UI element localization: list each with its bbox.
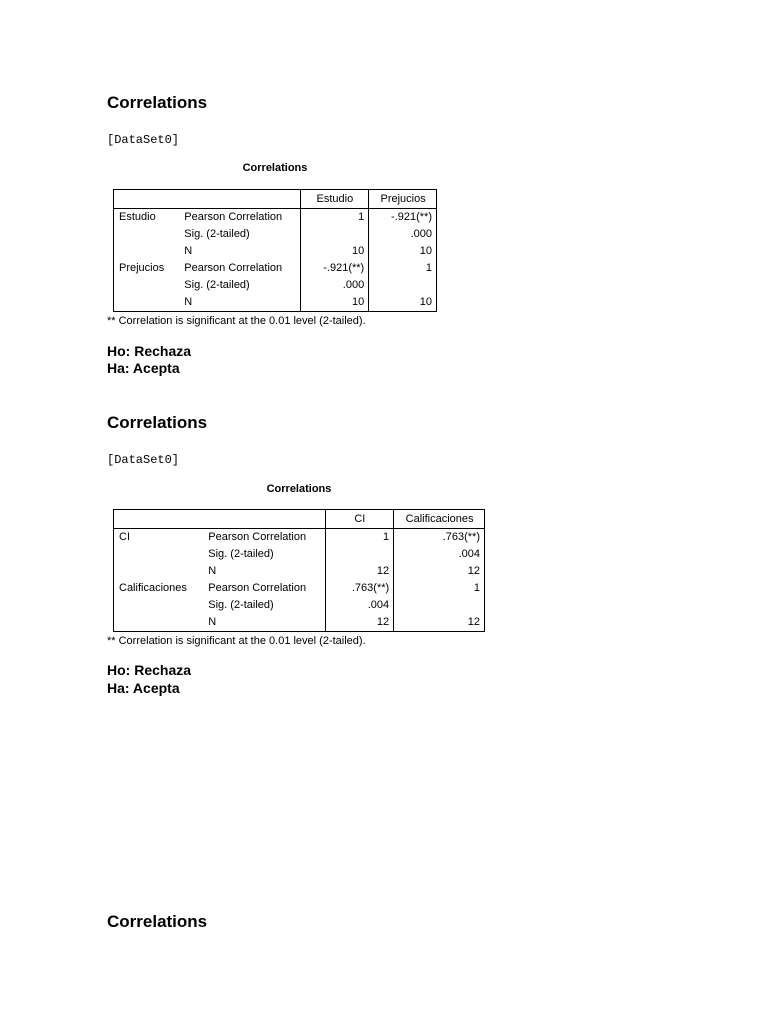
table-row [114, 546, 485, 563]
value-cell: .763(**) [325, 580, 394, 597]
value-cell [369, 277, 437, 294]
value-cell: 12 [325, 563, 394, 580]
row-statistic: Sig. (2-tailed) [203, 597, 325, 614]
row-variable: Calificaciones [114, 580, 204, 597]
row-variable [114, 546, 204, 563]
row-statistic: Sig. (2-tailed) [203, 546, 325, 563]
row-variable: Estudio [114, 209, 180, 227]
value-cell: .763(**) [394, 529, 485, 547]
row-variable [114, 226, 180, 243]
value-cell: 1 [300, 209, 369, 227]
row-statistic: Sig. (2-tailed) [179, 277, 300, 294]
column-header: Estudio [300, 190, 369, 209]
column-header: Calificaciones [394, 510, 485, 529]
table-row [114, 529, 485, 547]
value-cell: -.921(**) [369, 209, 437, 227]
row-statistic: Pearson Correlation [203, 580, 325, 597]
header-corner-cell [114, 510, 326, 529]
section-1-correlation-table [113, 189, 437, 312]
row-variable [114, 614, 204, 632]
section-2-dataset-label: [DataSet0] [107, 453, 180, 467]
row-statistic: Pearson Correlation [203, 529, 325, 547]
column-header: CI [325, 510, 394, 529]
table-row [114, 260, 437, 277]
table-row [114, 294, 437, 312]
section-1-dataset-label: [DataSet0] [107, 133, 180, 147]
row-statistic: Pearson Correlation [179, 209, 300, 227]
row-statistic: N [179, 243, 300, 260]
section-2-ha-hypothesis: Ha: Acepta [107, 680, 180, 696]
value-cell: 12 [394, 563, 485, 580]
value-cell: 10 [369, 243, 437, 260]
table-row [114, 580, 485, 597]
row-statistic: Sig. (2-tailed) [179, 226, 300, 243]
column-header: Prejucios [369, 190, 437, 209]
value-cell: 10 [369, 294, 437, 312]
row-variable [114, 563, 204, 580]
section-1-ha-hypothesis: Ha: Acepta [107, 360, 180, 376]
section-2-footnote: ** Correlation is significant at the 0.01 level (2-tailed). [107, 635, 366, 647]
value-cell: 10 [300, 294, 369, 312]
value-cell: .004 [325, 597, 394, 614]
value-cell: 12 [394, 614, 485, 632]
section-1-heading: Correlations [107, 93, 208, 112]
value-cell: .000 [300, 277, 369, 294]
table-row [114, 209, 437, 227]
row-variable: Prejucios [114, 260, 180, 277]
value-cell: 1 [394, 580, 485, 597]
table-row [114, 563, 485, 580]
value-cell: .000 [369, 226, 437, 243]
value-cell [300, 226, 369, 243]
table-header-row [114, 510, 485, 529]
value-cell [325, 546, 394, 563]
table-row [114, 243, 437, 260]
section-2-correlation-table [113, 509, 485, 632]
table-row [114, 614, 485, 632]
table-row [114, 597, 485, 614]
row-statistic: N [203, 614, 325, 632]
header-corner-cell [114, 190, 301, 209]
value-cell [394, 597, 485, 614]
table-row [114, 277, 437, 294]
section-1-ho-hypothesis: Ho: Rechaza [107, 343, 192, 359]
row-variable [114, 597, 204, 614]
section-1-table-title: Correlations [242, 162, 308, 174]
table-row [114, 226, 437, 243]
row-variable [114, 243, 180, 260]
row-variable: CI [114, 529, 204, 547]
row-statistic: Pearson Correlation [179, 260, 300, 277]
row-statistic: N [203, 563, 325, 580]
value-cell: -.921(**) [300, 260, 369, 277]
section-2-table-title: Correlations [266, 483, 332, 495]
section-2-ho-hypothesis: Ho: Rechaza [107, 662, 192, 678]
value-cell: 1 [325, 529, 394, 547]
value-cell: 10 [300, 243, 369, 260]
value-cell: 1 [369, 260, 437, 277]
table-header-row [114, 190, 437, 209]
row-statistic: N [179, 294, 300, 312]
section-3-heading: Correlations [107, 912, 208, 931]
value-cell: .004 [394, 546, 485, 563]
row-variable [114, 277, 180, 294]
value-cell: 12 [325, 614, 394, 632]
row-variable [114, 294, 180, 312]
section-1-footnote: ** Correlation is significant at the 0.01 level (2-tailed). [107, 315, 366, 327]
section-2-heading: Correlations [107, 413, 208, 432]
